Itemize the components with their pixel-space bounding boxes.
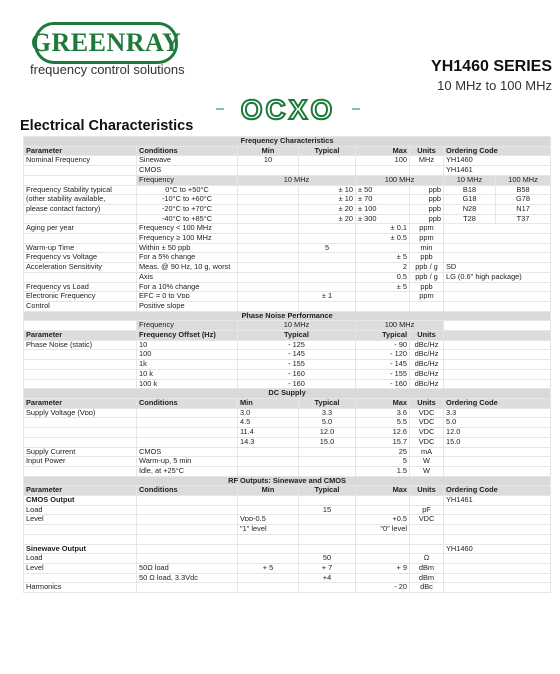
section-header: RF Outputs: Sinewave and CMOS xyxy=(24,476,551,486)
table-row: Acceleration Sensitivity Meas. @ 90 Hz, 10 g, worst 2 ppb / g SD xyxy=(24,263,551,273)
section-header: DC Supply xyxy=(24,389,551,399)
table-row: Frequency 10 MHz 100 MHz 10 MHz 100 MHz xyxy=(24,175,551,185)
table-row: "1" level "0" level xyxy=(24,525,551,535)
table-row: 100 k - 160 - 160 dBc/Hz xyxy=(24,379,551,389)
greenray-logo xyxy=(30,22,182,64)
table-row: 1k - 155 - 145 dBc/Hz xyxy=(24,360,551,370)
table-row: 10 k - 160 - 155 dBc/Hz xyxy=(24,369,551,379)
table-row: Frequency vs Load For a 10% change ± 5 ppb xyxy=(24,282,551,292)
table-row: Harmonics - 20 dBc xyxy=(24,583,551,593)
frequency-range: 10 MHz to 100 MHz xyxy=(437,78,552,93)
table-row: 100 - 145 - 120 dBc/Hz xyxy=(24,350,551,360)
table-row: Supply Voltage (Vᴅᴅ) 3.0 3.3 3.6 VDC 3.3 xyxy=(24,408,551,418)
table-row: please contact factory) -20°C to +70°C ± 20 ± 100 ppb N28 N17 xyxy=(24,204,551,214)
table-row: (other stability available, -10°C to +60°C ± 10 ± 70 ppb G18 G78 xyxy=(24,195,551,205)
column-header: Parameter Frequency Offset (Hz) Typical Typical Units xyxy=(24,331,551,341)
tagline: frequency control solutions xyxy=(30,62,185,77)
table-row: Control Positive slope xyxy=(24,301,551,311)
table-row: Load 15 pF xyxy=(24,505,551,515)
ocxo-logo xyxy=(216,94,360,124)
table-row: Level 50Ω load + 5 + 7 + 9 dBm xyxy=(24,563,551,573)
table-row: Warm-up Time Within ± 50 ppb 5 min xyxy=(24,243,551,253)
table-row: Input Power Warm-up, 5 min 5 W xyxy=(24,457,551,467)
table-row: Sinewave Output YH1460 xyxy=(24,544,551,554)
table-row: Electronic Frequency EFC = 0 to Vᴅᴅ ± 1 ppm xyxy=(24,292,551,302)
section-title: Electrical Characteristics xyxy=(20,118,194,134)
table-row: Level Vᴅᴅ-0.5 +0.5 VDC xyxy=(24,515,551,525)
table-row xyxy=(24,534,551,544)
table-row: 4.5 5.0 5.5 VDC 5.0 xyxy=(24,418,551,428)
section-header: Phase Noise Performance xyxy=(24,311,551,321)
table-row: Nominal Frequency Sinewave 10 100 MHz YH1460 xyxy=(24,156,551,166)
table-row: CMOS Output YH1461 xyxy=(24,496,551,506)
series-title: YH1460 SERIES xyxy=(431,58,552,75)
logo-text: GREENRAY xyxy=(30,28,182,57)
table-row: Axis 0.5 ppb / g LG (0.6" high package) xyxy=(24,272,551,282)
table-row: Aging per year Frequency < 100 MHz ± 0.1 ppm xyxy=(24,224,551,234)
table-row: Frequency ≥ 100 MHz ± 0.5 ppm xyxy=(24,234,551,244)
column-header: Parameter Conditions Min Typical Max Units Ordering Code xyxy=(24,486,551,496)
table-row: Phase Noise (static) 10 - 125 - 90 dBc/Hz xyxy=(24,340,551,350)
table-row: Frequency 10 MHz 100 MHz xyxy=(24,321,551,331)
table-row: 14.3 15.0 15.7 VDC 15.0 xyxy=(24,437,551,447)
table-row: 11.4 12.0 12.6 VDC 12.0 xyxy=(24,428,551,438)
table-row: Frequency Stability typical 0°C to +50°C ± 10 ± 50 ppb B18 B58 xyxy=(24,185,551,195)
table-row: Supply Current CMOS 25 mA xyxy=(24,447,551,457)
column-header: Parameter Conditions Min Typical Max Units Ordering Code xyxy=(24,398,551,408)
table-row: Frequency vs Voltage For a 5% change ± 5 ppb xyxy=(24,253,551,263)
table-row: -40°C to +85°C ± 20 ± 300 ppb T28 T37 xyxy=(24,214,551,224)
table-row: Load 50 Ω xyxy=(24,554,551,564)
table-row: CMOS YH1461 xyxy=(24,166,551,176)
electrical-characteristics-table xyxy=(23,136,551,593)
table-row: 50 Ω load, 3.3Vdc +4 dBm xyxy=(24,573,551,583)
section-header: Frequency Characteristics xyxy=(24,137,551,147)
ocxo-text: OCXO xyxy=(240,94,336,124)
column-header: Parameter Conditions Min Typical Max Units Ordering Code xyxy=(24,146,551,156)
table-row: Idle, at +25°C 1.5 W xyxy=(24,466,551,476)
